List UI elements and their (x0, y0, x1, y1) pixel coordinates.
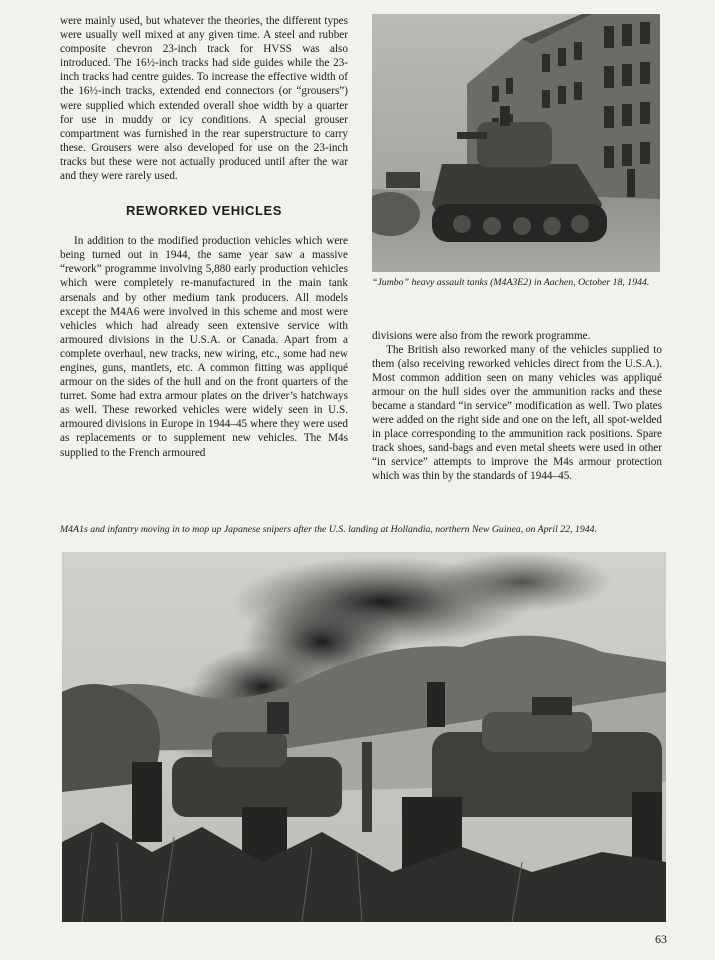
section-heading: REWORKED VEHICLES (125, 203, 283, 219)
hollandia-tanks-photo (62, 552, 666, 922)
continuation-paragraph: divisions were also from the rework programme. (372, 329, 591, 342)
rework-paragraph: In addition to the modified production vehicles which were being turned out in 1944, the same year saw a massive “rework” programme involving 5,880 early production vehicles which were completely re-manufactured in the main tank arsenals and by other medium tank producers. All models except the M4A6 were involved in this scheme and most were vehicles which had already seen extensive service with armoured divisions in the U.S.A. or Canada. Apart from a complete overhaul, new tracks, new wiring, etc., some had new engines, guns, mantlets, etc. A common fitting was appliqué armour on the sides of the hull and on the front quarters of the turret. Some had extra armour plates on the driver’s hatchways as well. These reworked vehicles were widely seen in U.S. armoured divisions in Europe in 1944–45 where they were used as replacements or to supplement new vehicles. The M4s supplied to the French armoured (60, 235, 348, 459)
british-rework-paragraph: The British also reworked many of the vehicles supplied to them (also receiving reworked vehicles direct from the U.S.A.). Most common addition seen on many vehicles was appliqué armour on the hull sides over the ammunition racks and these became a standard “in service” modification as well. Two plates were added on the right side and one on the left, all spot-welded in place corresponding to the ammunition rack positions. Spare track shoes, sand-bags and even metal sheets were used in other “in service” attempts to improve the M4s armour protection which was thin by the standards of 1944–45. (372, 343, 662, 483)
jumbo-photo-caption: “Jumbo” heavy assault tanks (M4A3E2) in Aachen, October 18, 1944. (372, 277, 650, 288)
left-column (60, 14, 348, 460)
right-text-block (372, 329, 662, 484)
hollandia-photo-caption: M4A1s and infantry moving in to mop up Japanese snipers after the U.S. landing at Hollandia, northern New Guinea, on April 22, 1944. (60, 524, 597, 535)
intro-paragraph: were mainly used, but whatever the theories, the different types were usually well mixed at any given time. A steel and rubber composite chevron 23-inch track for HVSS was also introduced. The 16½-inch tracks had side guides while the 23-inch tracks had centre guides. To increase the effective width of the 16½-inch tracks, extended end connectors (or “grousers”) were supplied which extended overall shoe width by a quarter for use in muddy or icy conditions. A special grouser compartment was furnished in the rear superstructure to carry these. Grousers were also developed for use on the 23-inch tracks but these were not actually produced until after the war and they were rarely used. (60, 15, 348, 183)
page-number: 63 (655, 932, 667, 946)
jumbo-tank-photo (372, 14, 660, 272)
right-column (372, 14, 662, 484)
